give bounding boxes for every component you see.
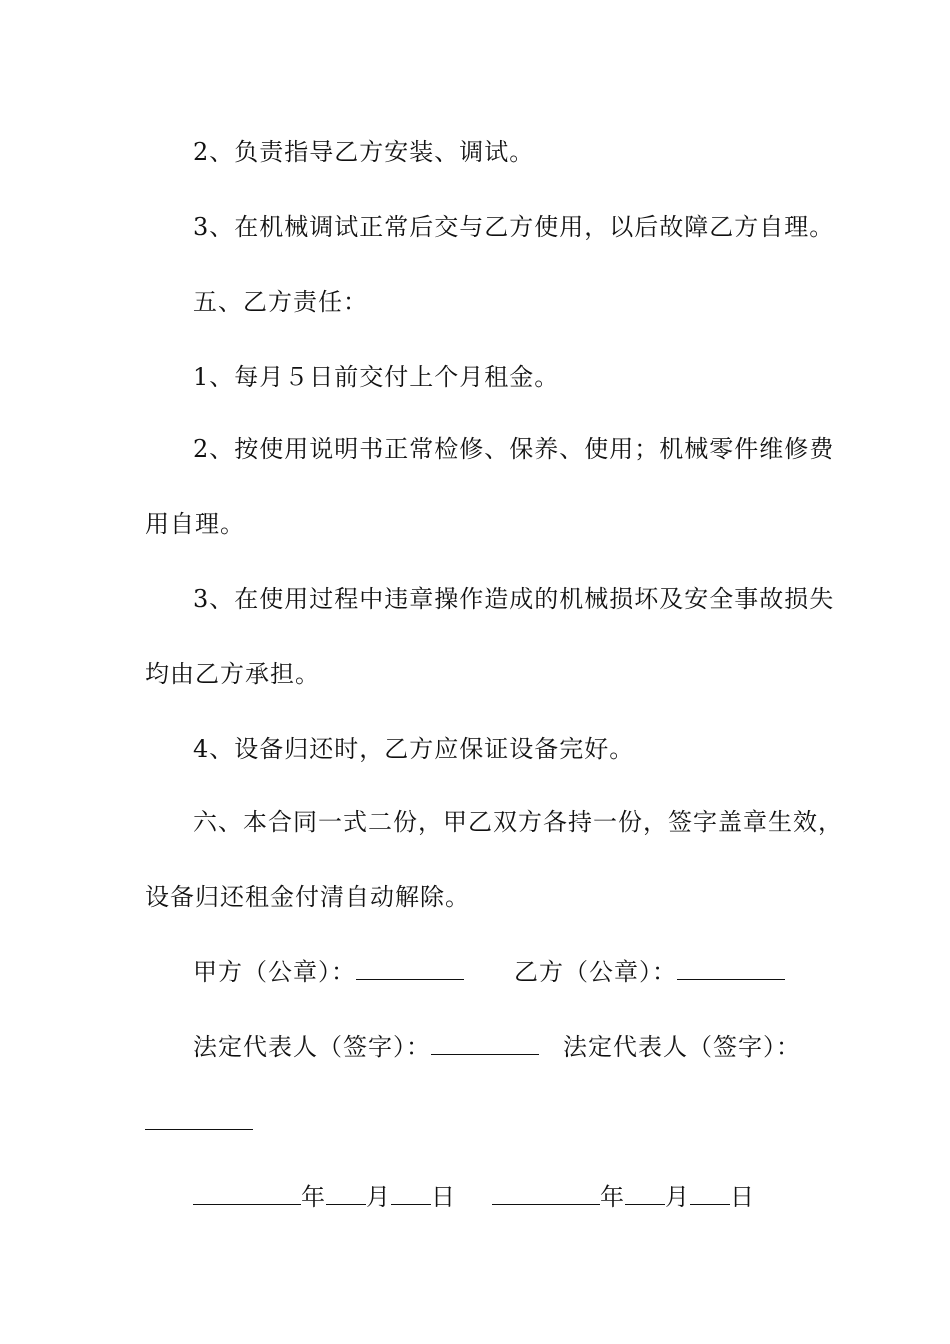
clause-lessee-liability-line1: 3、在使用过程中违章操作造成的机械损坏及安全事故损失 — [193, 585, 835, 613]
clause-lessee-rent-payment: 1、每月５日前交付上个月租金。 — [193, 363, 560, 391]
party-b-rep-label: 法定代表人（签字）： — [563, 1033, 801, 1061]
clause-lessee-return-condition: 4、设备归还时，乙方应保证设备完好。 — [193, 735, 635, 763]
party-b-year-blank — [492, 1182, 600, 1205]
clause-lessee-maintenance-line2: 用自理。 — [145, 510, 245, 538]
clause-lessee-liability-line2: 均由乙方承担。 — [145, 660, 320, 688]
clause-lessor-handover: 3、在机械调试正常后交与乙方使用，以后故障乙方自理。 — [193, 213, 835, 241]
representative-row — [193, 1031, 801, 1063]
party-b-day-blank — [690, 1182, 730, 1205]
party-b-month-label: 月 — [665, 1183, 690, 1211]
party-b-rep-blank-row — [145, 1106, 253, 1138]
party-a-day-blank — [391, 1182, 431, 1205]
party-a-day-label: 日 — [431, 1183, 456, 1211]
party-a-year-blank — [193, 1182, 301, 1205]
section-copies-effect-line1: 六、本合同一式二份，甲乙双方各持一份，签字盖章生效， — [193, 808, 843, 836]
party-b-rep-blank — [145, 1107, 253, 1130]
party-a-seal-label: 甲方（公章）： — [193, 958, 356, 986]
party-a-year-label: 年 — [301, 1183, 326, 1211]
party-b-year-label: 年 — [600, 1183, 625, 1211]
seal-row — [193, 956, 785, 988]
section-copies-effect-line2: 设备归还租金付清自动解除。 — [145, 883, 470, 911]
party-b-seal-blank — [677, 957, 785, 980]
party-b-day-label: 日 — [730, 1183, 755, 1211]
section-lessee-duties-heading: 五、乙方责任： — [193, 288, 368, 316]
clause-lessor-guide-install: 2、负责指导乙方安装、调试。 — [193, 138, 535, 166]
clause-lessee-maintenance-line1: 2、按使用说明书正常检修、保养、使用；机械零件维修费 — [193, 435, 835, 463]
party-a-seal-blank — [356, 957, 464, 980]
party-a-month-blank — [326, 1182, 366, 1205]
party-b-seal-label: 乙方（公章）： — [514, 958, 677, 986]
date-row — [193, 1181, 755, 1213]
party-a-rep-blank — [431, 1032, 539, 1055]
party-a-month-label: 月 — [366, 1183, 391, 1211]
party-b-month-blank — [625, 1182, 665, 1205]
party-a-rep-label: 法定代表人（签字）： — [193, 1033, 431, 1061]
